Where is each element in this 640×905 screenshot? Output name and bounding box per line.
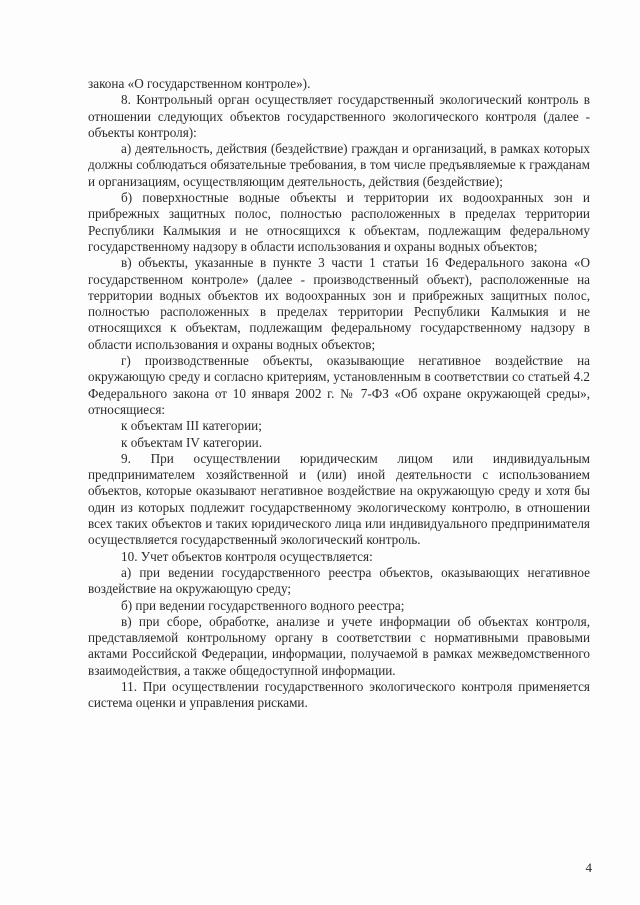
paragraph-11: 11. При осуществлении государственного экологического контроля применяется система оценки и управления рисками. — [88, 678, 590, 711]
paragraph-category-3: к объектам III категории; — [121, 418, 262, 434]
paragraph-10-v: в) при сборе, обработке, анализе и учете информации об объектах контроля, представляемой контрольному органу в соответствии с нормативными правовыми актами Российской Федерации, информации, получаемой в рамках межведомственного взаимодействия, а также общедоступной информации. — [88, 613, 590, 678]
paragraph-category-4: к объектам IV категории. — [121, 434, 262, 450]
document-body — [88, 76, 590, 712]
paragraph-8-b: б) поверхностные водные объекты и территории их водоохранных зон и прибрежных защитных полос, полностью расположенных в пределах территории Республики Калмыкия и не относящихся к объектам, подлежащим федеральному государственному надзору в области использования и охраны водных объектов; — [88, 190, 590, 254]
paragraph-8-a: а) деятельность, действия (бездействие) граждан и организаций, в рамках которых должны соблюдаться обязательные требования, в том числе предъявляемые к гражданам и организациям, осуществляющим деятельность, действия (бездействие); — [88, 141, 590, 189]
paragraph-10: 10. Учет объектов контроля осуществляется: — [121, 548, 373, 564]
paragraph-10-a: а) при ведении государственного реестра объектов, оказывающих негативное воздействие на окружающую среду; — [88, 564, 590, 597]
paragraph-10-b: б) при ведении государственного водного реестра; — [121, 597, 405, 613]
paragraph-9: 9. При осуществлении юридическим лицом или индивидуальным предпринимателем хозяйственной и (или) иной деятельности с использованием объектов, которые оказывают негативное воздействие на окружающую среду и хотя бы один из которых подлежит государственному экологическому контролю, в отношении всех таких объектов и таких юридического лица или индивидуального предпринимателя осуществляется государственный экологический контроль. — [88, 450, 590, 548]
page-number: 4 — [585, 860, 592, 875]
paragraph-8-v: в) объекты, указанные в пункте 3 части 1 статьи 16 Федерального закона «О государственном контроле» (далее - производственный объект), расположенные на территории водных объектов их водоохранных зон и прибрежных защитных полос, полностью расположенных в пределах территории Республики Калмыкия и не относящихся к объектам, подлежащим федеральному государственному надзору в области использования и охраны водных объектов; — [88, 255, 590, 352]
paragraph-8: 8. Контрольный орган осуществляет государственный экологический контроль в отношении следующих объектов государственного экологического контроля (далее - объекты контроля): — [88, 92, 590, 140]
paragraph-8-g: г) производственные объекты, оказывающие негативное воздействие на окружающую среду и согласно критериям, установленным в соответствии со статьей 4.2 Федерального закона от 10 января 2002 г. № 7-ФЗ «Об охране окружающей среды», относящиеся: — [88, 353, 590, 417]
paragraph-continuation: закона «О государственном контроле»). — [88, 76, 311, 91]
